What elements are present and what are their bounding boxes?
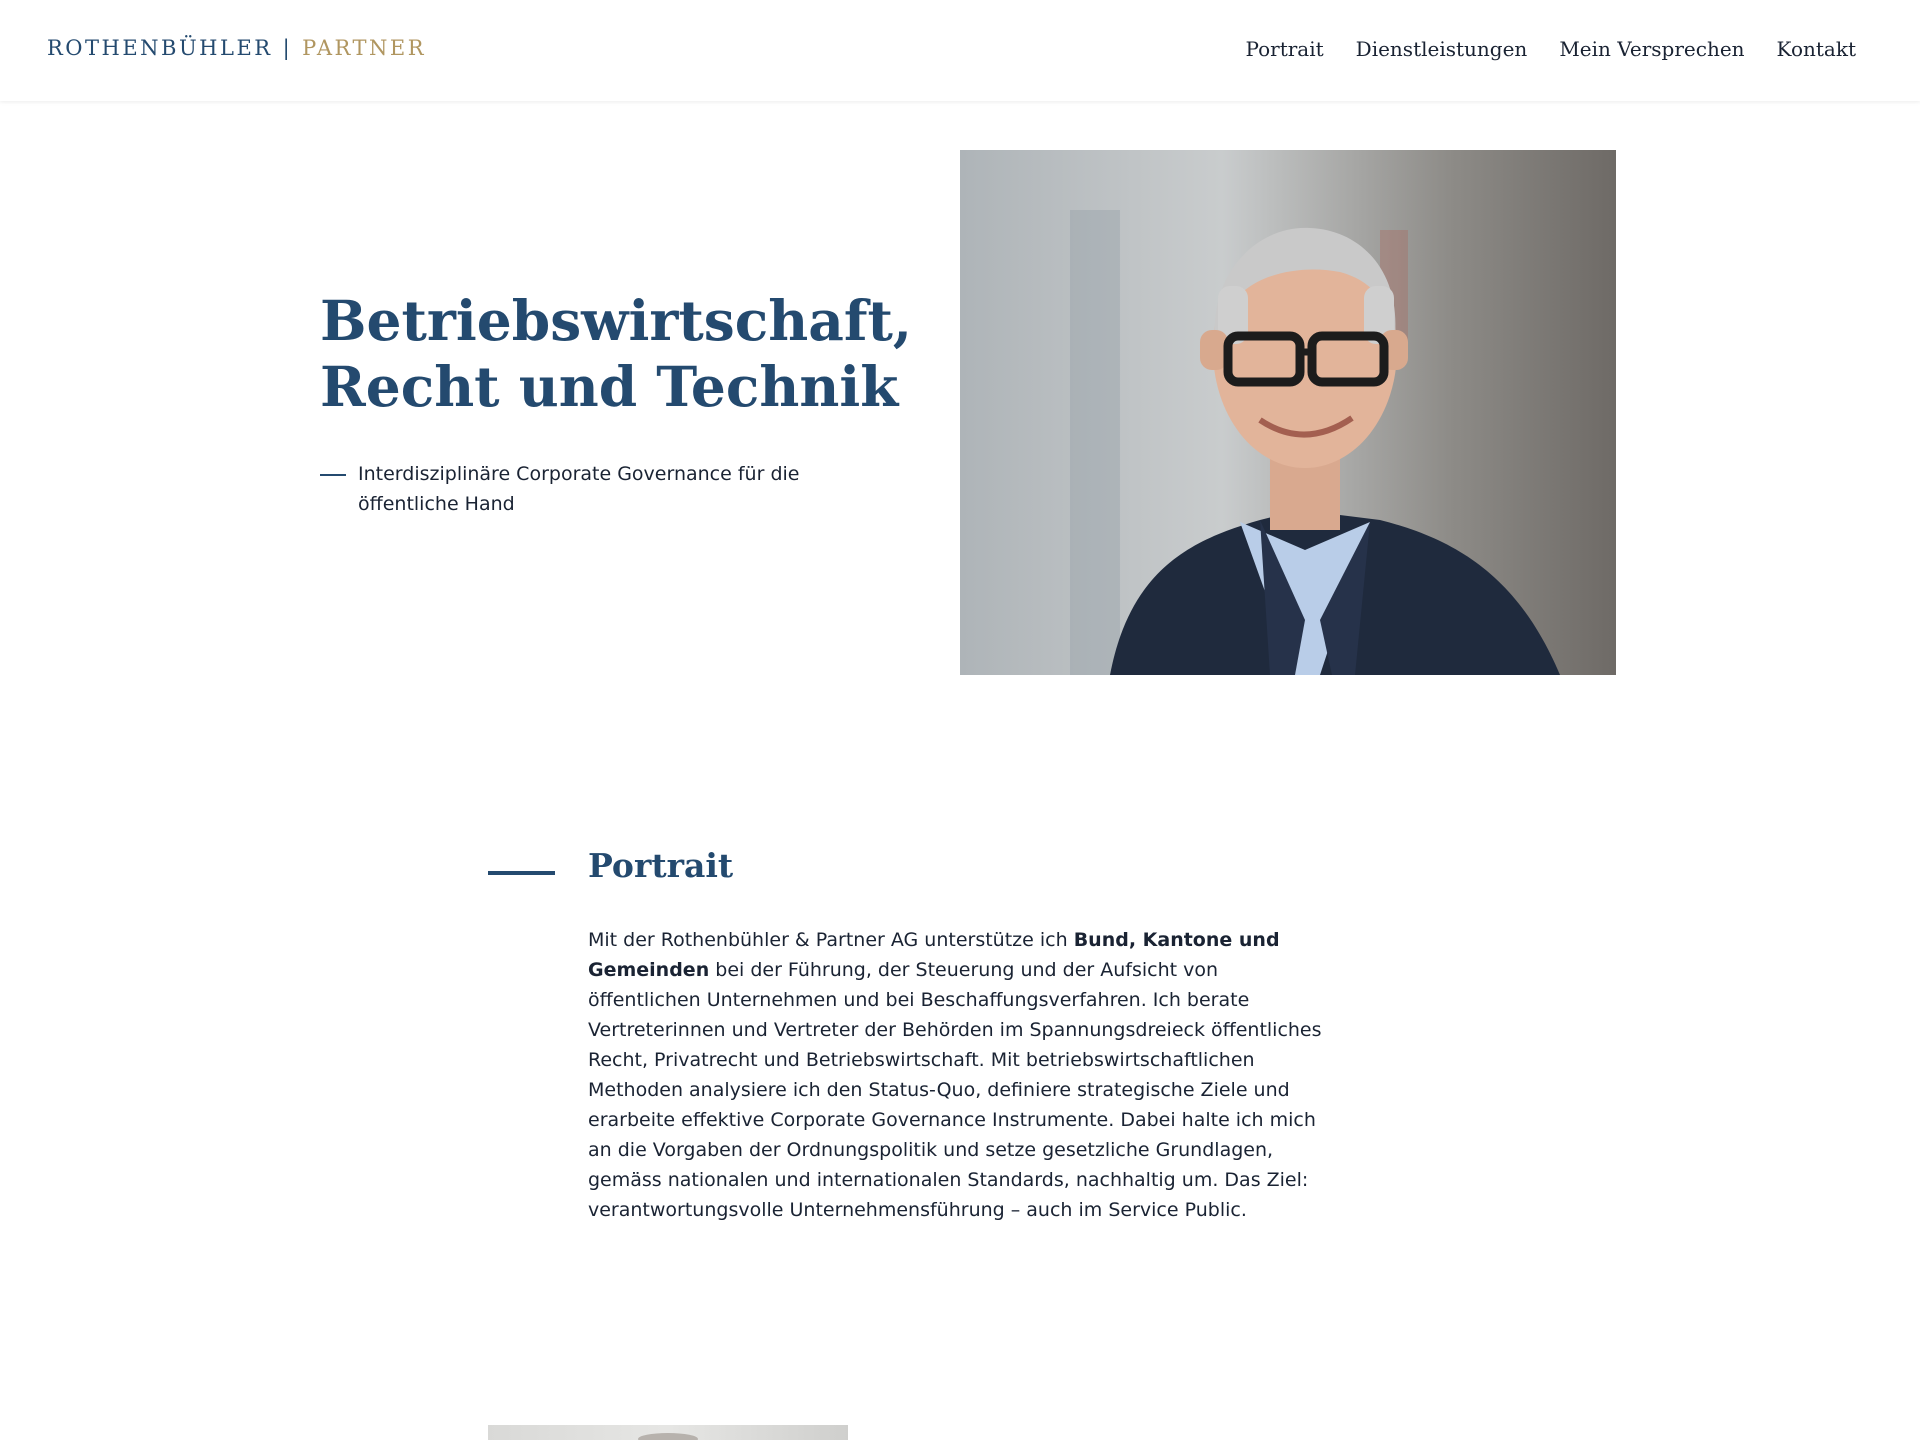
hero-title-line-1: Betriebswirtschaft,: [320, 288, 913, 353]
hero-title: [320, 288, 940, 420]
logo-separator: |: [282, 36, 293, 60]
logo[interactable]: [47, 36, 426, 60]
portrait-illustration: [960, 150, 1616, 675]
secondary-photo: [488, 1425, 848, 1440]
logo-secondary: PARTNER: [302, 36, 427, 60]
hero-title-line-2: Recht und Technik: [320, 354, 899, 419]
secondary-photo-illustration: [488, 1425, 848, 1440]
main-nav: [1245, 37, 1856, 61]
hero-subtitle-dash: [320, 474, 346, 476]
logo-primary: ROTHENBÜHLER: [47, 36, 273, 60]
portrait-text-bold: Bund, Kantone und Gemeinden: [588, 929, 1280, 981]
nav-item-dienstleistungen[interactable]: Dienstleistungen: [1355, 37, 1528, 61]
nav-item-kontakt[interactable]: Kontakt: [1776, 37, 1856, 61]
portrait-text-rest: bei der Führung, der Steuerung und der Aufsicht von öffentlichen Unternehmen und bei Beschaffungsverfahren. Ich berate Vertreterinnen und Vertreter der Behörden im Spannungsdreieck öffentliches Recht, Privatrecht und Betriebswirtschaft. Mit betriebswirtschaftlichen Methoden analysiere ich den Status-Quo, definiere strategische Ziele und erarbeite effektive Corporate Governance Instrumente. Dabei halte ich mich an die Vorgaben der Ordnungspolitik und setze gesetzliche Grundlagen, gemäss nationalen und internationalen Standards, nachhaltig um. Das Ziel: verantwortungsvolle Unternehmensführung – auch im Service Public.: [588, 959, 1322, 1221]
hero-subtitle: Interdisziplinäre Corporate Governance für die öffentliche Hand: [358, 463, 800, 515]
section-dash: [488, 871, 555, 875]
section-title-portrait: Portrait: [588, 846, 734, 885]
nav-item-portrait[interactable]: Portrait: [1245, 37, 1324, 61]
nav-item-mein-versprechen[interactable]: Mein Versprechen: [1559, 37, 1745, 61]
site-header: [0, 0, 1920, 101]
portrait-text-intro: Mit der Rothenbühler & Partner AG unterstütze ich: [588, 929, 1074, 951]
hero-portrait-photo: [960, 150, 1616, 675]
portrait-paragraph: [588, 925, 1333, 1225]
